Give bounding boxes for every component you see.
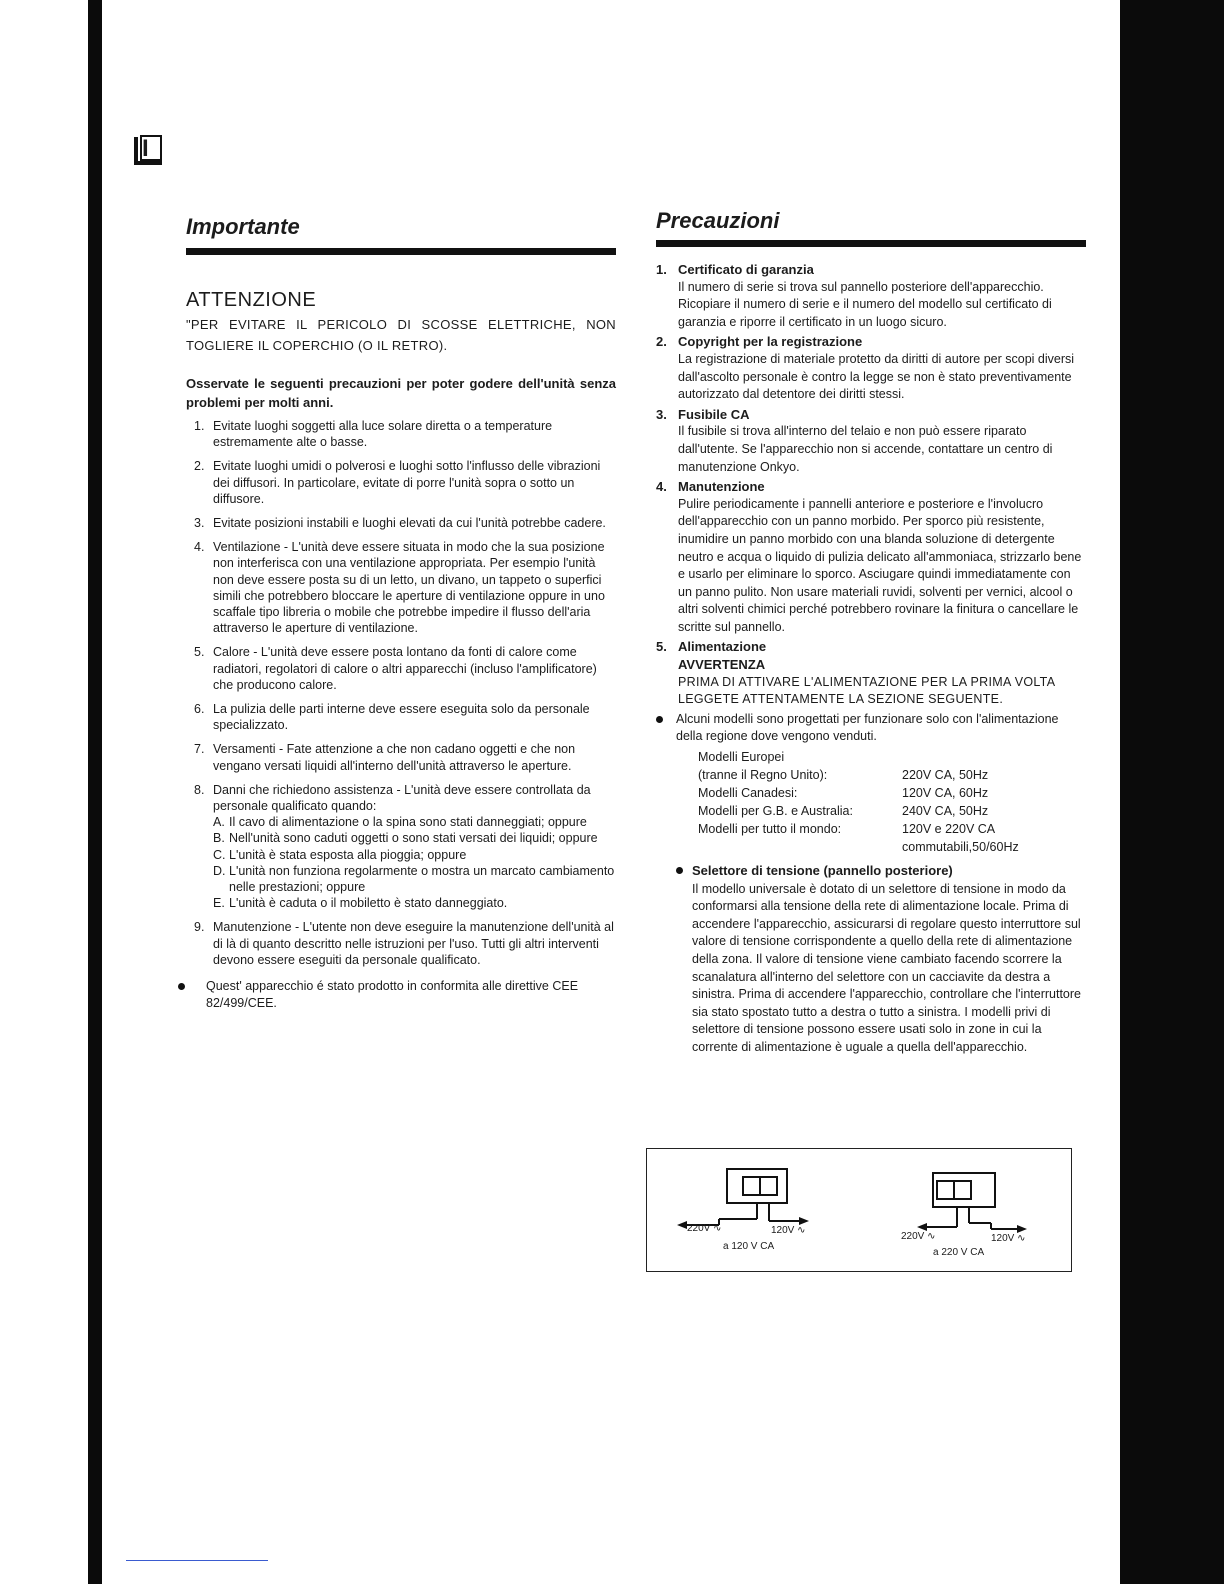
- label-120v-left: 120V ∿: [771, 1225, 806, 1236]
- item-title: Alimentazione: [678, 639, 767, 655]
- label-220v-left: 220V ∿: [687, 1223, 722, 1234]
- scan-artifact-line: [126, 1560, 268, 1561]
- language-tab-letter: I: [142, 135, 149, 162]
- list-item: 6. La pulizia delle parti interne deve essere eseguita solo da personale specializzato.: [194, 702, 590, 733]
- scan-edge-right: [1120, 0, 1224, 1584]
- attention-heading: ATTENZIONE: [186, 289, 317, 311]
- table-row: (tranne il Regno Unito): 220V CA, 50Hz: [698, 768, 989, 783]
- precauzioni-title: Precauzioni: [656, 208, 780, 233]
- warning-text: PRIMA DI ATTIVARE L'ALIMENTAZIONE PER LA PRIMA VOLTA LEGGETE ATTENTAMENTE LA SEZIONE SEGUENTE.: [678, 674, 1055, 707]
- caption-120v: a 120 V CA: [723, 1241, 775, 1252]
- switch-120v-illustration: [677, 1169, 809, 1229]
- damage-sublist: [213, 814, 616, 911]
- item-title: Copyright per la registrazione: [678, 334, 863, 350]
- table-row: Modelli Canadesi: 120V CA, 60Hz: [698, 786, 989, 801]
- bullet-icon: [178, 983, 185, 990]
- list-item: 9. Manutenzione - L'utente non deve eseguire la manutenzione dell'unità al di là di quanto descritto nelle istruzioni per l'uso. Tutti gli altri interventi devono essere eseguiti da personale qualificato.: [194, 920, 614, 967]
- item-title: Fusibile CA: [678, 406, 750, 422]
- selector-text: Il modello universale è dotato di un selettore di tensione in modo da conformarsi alla tensione della rete di alimentazione locale. Prima di accendere l'apparecchio, assicurarsi di regolare questo interruttore sul valore di tensione corrispondente a quello della rete di alimentazione della zona. Il valore di tensione viene cambiato facendo scorrere la scanalatura all'interno del selettore con un cacciavite da destra a sinistra. Prima di accendere l'apparecchio, controllare che l'interruttore sia stato spostato tutto a destra o tutto a sinistra. I modelli privi di selettore di tensione possono essere usati solo in zone in cui la corrente di alimentazione è uguale a quella dell'apparecchio.: [692, 881, 1081, 1054]
- caption-220v: a 220 V CA: [933, 1247, 985, 1258]
- item-title: Manutenzione: [678, 479, 765, 495]
- sublist-item: E. L'unità è caduta o il mobiletto è stato danneggiato.: [213, 896, 508, 911]
- table-row: Modelli per G.B. e Australia: 240V CA, 50Hz: [698, 804, 989, 819]
- scan-edge-left: [88, 0, 102, 1584]
- title-rule: [656, 240, 1086, 247]
- table-row: Modelli Europei: [698, 750, 785, 765]
- bullet-icon: [676, 867, 683, 874]
- voltage-selector-diagram: [646, 1148, 1072, 1272]
- list-item: 1. Evitate luoghi soggetti alla luce solare diretta o a temperature estremamente alte o basse.: [194, 419, 553, 450]
- cee-note: [186, 978, 616, 1012]
- attention-text: "PER EVITARE IL PERICOLO DI SCOSSE ELETTRICHE, NON TOGLIERE IL COPERCHIO (O IL RETRO).: [186, 317, 616, 353]
- importante-title: Importante: [186, 214, 300, 239]
- list-item: 7. Versamenti - Fate attenzione a che non cadano oggetti e che non vengano versati liquidi all'interno dell'unità attraverso le aperture.: [194, 742, 576, 773]
- list-item: 5. Calore - L'unità deve essere posta lontano da fonti di calore come radiatori, regolatori di calore o altri apparecchi (incluso l'amplificatore) che producono calore.: [194, 645, 597, 692]
- intro-text: Osservate le seguenti precauzioni per poter godere dell'unità senza problemi per molti anni.: [186, 376, 616, 410]
- list-item: 4. Manutenzione Pulire periodicamente i pannelli anteriore e posteriore e l'involucro dell'apparecchio con un panno morbido. Per sporco più resistente, inumidire un panno morbido con una blanda soluzione di detergente neutro e acqua o liquido di pulizia delicato all'ammoniaca, strizzarlo bene e usarlo per eliminare lo sporco. Asciugare quindi immediatamente con un panno pulito. Non usare materiali ruvidi, solventi per vernici, alcool o altri solventi chimici perché potrebbero rovinare la finitura o cancellare le scritte sul pannello.: [656, 478, 1086, 636]
- voltage-bullet: [656, 711, 1086, 746]
- bullet-icon: [656, 716, 663, 723]
- list-item: 2. Copyright per la registrazione La registrazione di materiale protetto da diritti di autore per scopi diversi dall'ascolto personale è contro la legge se non è stato preventivamente autorizzato dal detentore dei diritti stessi.: [656, 333, 1086, 403]
- models-table: [698, 748, 1086, 856]
- item-title: Certificato di garanzia: [678, 262, 814, 277]
- list-item: 3. Evitate posizioni instabili e luoghi elevati da cui l'unità potrebbe cadere.: [194, 516, 606, 531]
- list-item: 4. Ventilazione - L'unità deve essere situata in modo che la sua posizione non interferisca con una ventilazione appropriata. Per esempio l'unità non deve essere posta su di un letto, un divano, un tappeto o superfici simili che potrebbero bloccare le aperture di ventilazione oppure in uno scaffale tipo libreria o mobile che potrebbe impedire il flusso dell'aria attraverso le aperture di ventilazione.: [194, 540, 605, 636]
- sublist-item: A. Il cavo di alimentazione o la spina sono stati danneggiati; oppure: [213, 815, 587, 830]
- language-tab: [134, 137, 162, 165]
- title-rule: [186, 248, 616, 255]
- sublist-item: D. L'unità non funziona regolarmente o mostra un marcato cambiamento nelle prestazioni; oppure: [213, 863, 615, 895]
- list-item: 1. Certificato di garanzia Il numero di serie si trova sul pannello posteriore dell'apparecchio. Ricopiare il numero di serie e il numero del modello sul certificato di garanzia e riporre il certificato in un luogo sicuro.: [656, 261, 1086, 331]
- table-row: commutabili,50/60Hz: [902, 840, 1019, 855]
- label-220v-right: 220V ∿: [901, 1231, 936, 1242]
- warning-title: AVVERTENZA: [678, 657, 766, 673]
- cee-note-text: Quest' apparecchio é stato prodotto in conformita alle direttive CEE 82/499/CEE.: [206, 979, 579, 1011]
- list-item: 5. Alimentazione AVVERTENZA PRIMA DI ATTIVARE L'ALIMENTAZIONE PER LA PRIMA VOLTA LEGGETE ATTENTAMENTE LA SEZIONE SEGUENTE.: [656, 638, 1086, 708]
- precauzioni-section: [656, 208, 1086, 1057]
- label-120v-right: 120V ∿: [991, 1233, 1026, 1244]
- sublist-item: C. L'unità è stata esposta alla pioggia; oppure: [213, 847, 467, 862]
- precaution-list: [186, 418, 616, 968]
- switch-220v-illustration: [917, 1173, 1027, 1233]
- voltage-intro: Alcuni modelli sono progettati per funzionare solo con l'alimentazione della regione dove vengono venduti.: [676, 711, 1059, 744]
- importante-section: [186, 214, 616, 1012]
- list-item: 3. Fusibile CA Il fusibile si trova all'interno del telaio e non può essere riparato dall'utente. Se l'apparecchio non si accende, contattare un centro di manutenzione Onkyo.: [656, 406, 1086, 476]
- sublist-item: B. Nell'unità sono caduti oggetti o sono stati versati dei liquidi; oppure: [213, 831, 598, 846]
- precauzioni-list: [656, 261, 1086, 709]
- voltage-selector-bullet: [656, 862, 1086, 1057]
- table-row: Modelli per tutto il mondo: 120V e 220V CA: [698, 822, 996, 837]
- selector-title: Selettore di tensione (pannello posteriore): [692, 863, 953, 879]
- selector-diagram-svg: [647, 1149, 1071, 1271]
- list-item: 2. Evitate luoghi umidi o polverosi e luoghi sotto l'influsso delle vibrazioni dei diffusori. In particolare, evitate di porre l'unità sopra o sotto un diffusore.: [194, 459, 601, 506]
- list-item: 8. Danni che richiedono assistenza - L'unità deve essere controllata da personale qualificato quando: A. Il cavo di alimentazione o la spina sono stati danneggiati; oppure B. Nell'unità sono caduti oggetti o sono stati versati dei liquidi; oppure C. L'unità è stata esposta alla pioggia; oppure D. L'unità non funziona regolarmente o mostra un marcato cambiamento nelle prestazioni; oppure E. L'unità è caduta o il mobiletto è stato danneggiato.: [194, 782, 615, 911]
